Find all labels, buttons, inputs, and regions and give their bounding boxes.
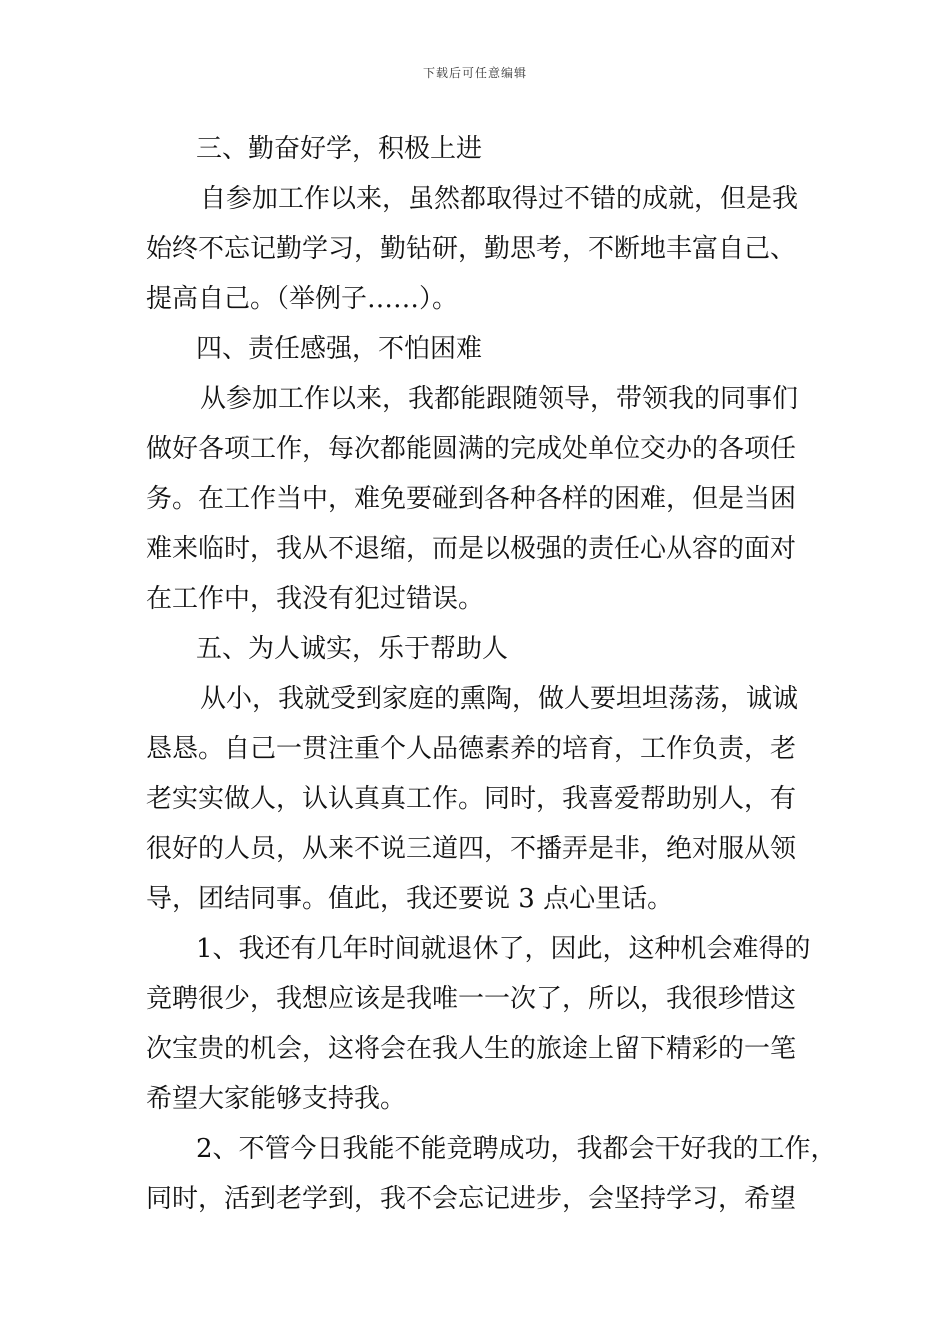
paragraph-line: 同时，活到老学到，我不会忘记进步，会坚持学习，希望	[146, 1184, 797, 1214]
paragraph-line: 自参加工作以来，虽然都取得过不错的成就，但是我	[200, 184, 799, 214]
paragraph-line: 难来临时，我从不退缩，而是以极强的责任心从容的面对	[146, 534, 797, 564]
numbered-paragraph-line: 1、我还有几年时间就退休了，因此，这种机会难得的	[196, 934, 811, 964]
paragraph-line: 提高自己。（举例子……）。	[146, 284, 459, 314]
paragraph-line: 很好的人员，从来不说三道四，不播弄是非，绝对服从领	[146, 834, 797, 864]
paragraph-line: 希望大家能够支持我。	[146, 1084, 407, 1114]
paragraph-line: 从参加工作以来，我都能跟随领导，带领我的同事们	[200, 384, 799, 414]
paragraph-line: 导，团结同事。值此，我还要说 3 点心里话。	[146, 884, 674, 914]
paragraph-line: 做好各项工作，每次都能圆满的完成处单位交办的各项任	[146, 434, 797, 464]
paragraph-line: 务。在工作当中，难免要碰到各种各样的困难，但是当困	[146, 484, 797, 514]
paragraph-line: 恳恳。自己一贯注重个人品德素养的培育，工作负责，老	[146, 734, 797, 764]
section-heading: 三、勤奋好学，积极上进	[196, 134, 483, 164]
paragraph-line: 竞聘很少，我想应该是我唯一一次了，所以，我很珍惜这	[146, 984, 797, 1014]
section-heading: 四、责任感强，不怕困难	[196, 334, 483, 364]
paragraph-line: 始终不忘记勤学习，勤钻研，勤思考，不断地丰富自己、	[146, 234, 797, 264]
paragraph-line: 老实实做人，认认真真工作。同时，我喜爱帮助别人，有	[146, 784, 797, 814]
section-heading: 五、为人诚实，乐于帮助人	[196, 634, 509, 664]
paragraph-line: 次宝贵的机会，这将会在我人生的旅途上留下精彩的一笔	[146, 1034, 797, 1064]
numbered-paragraph-line: 2、不管今日我能不能竞聘成功，我都会干好我的工作，	[196, 1134, 837, 1164]
paragraph-line: 在工作中，我没有犯过错误。	[146, 584, 485, 614]
paragraph-line: 从小，我就受到家庭的熏陶，做人要坦坦荡荡，诚诚	[200, 684, 799, 714]
header-note: 下载后可任意编辑	[422, 66, 527, 80]
